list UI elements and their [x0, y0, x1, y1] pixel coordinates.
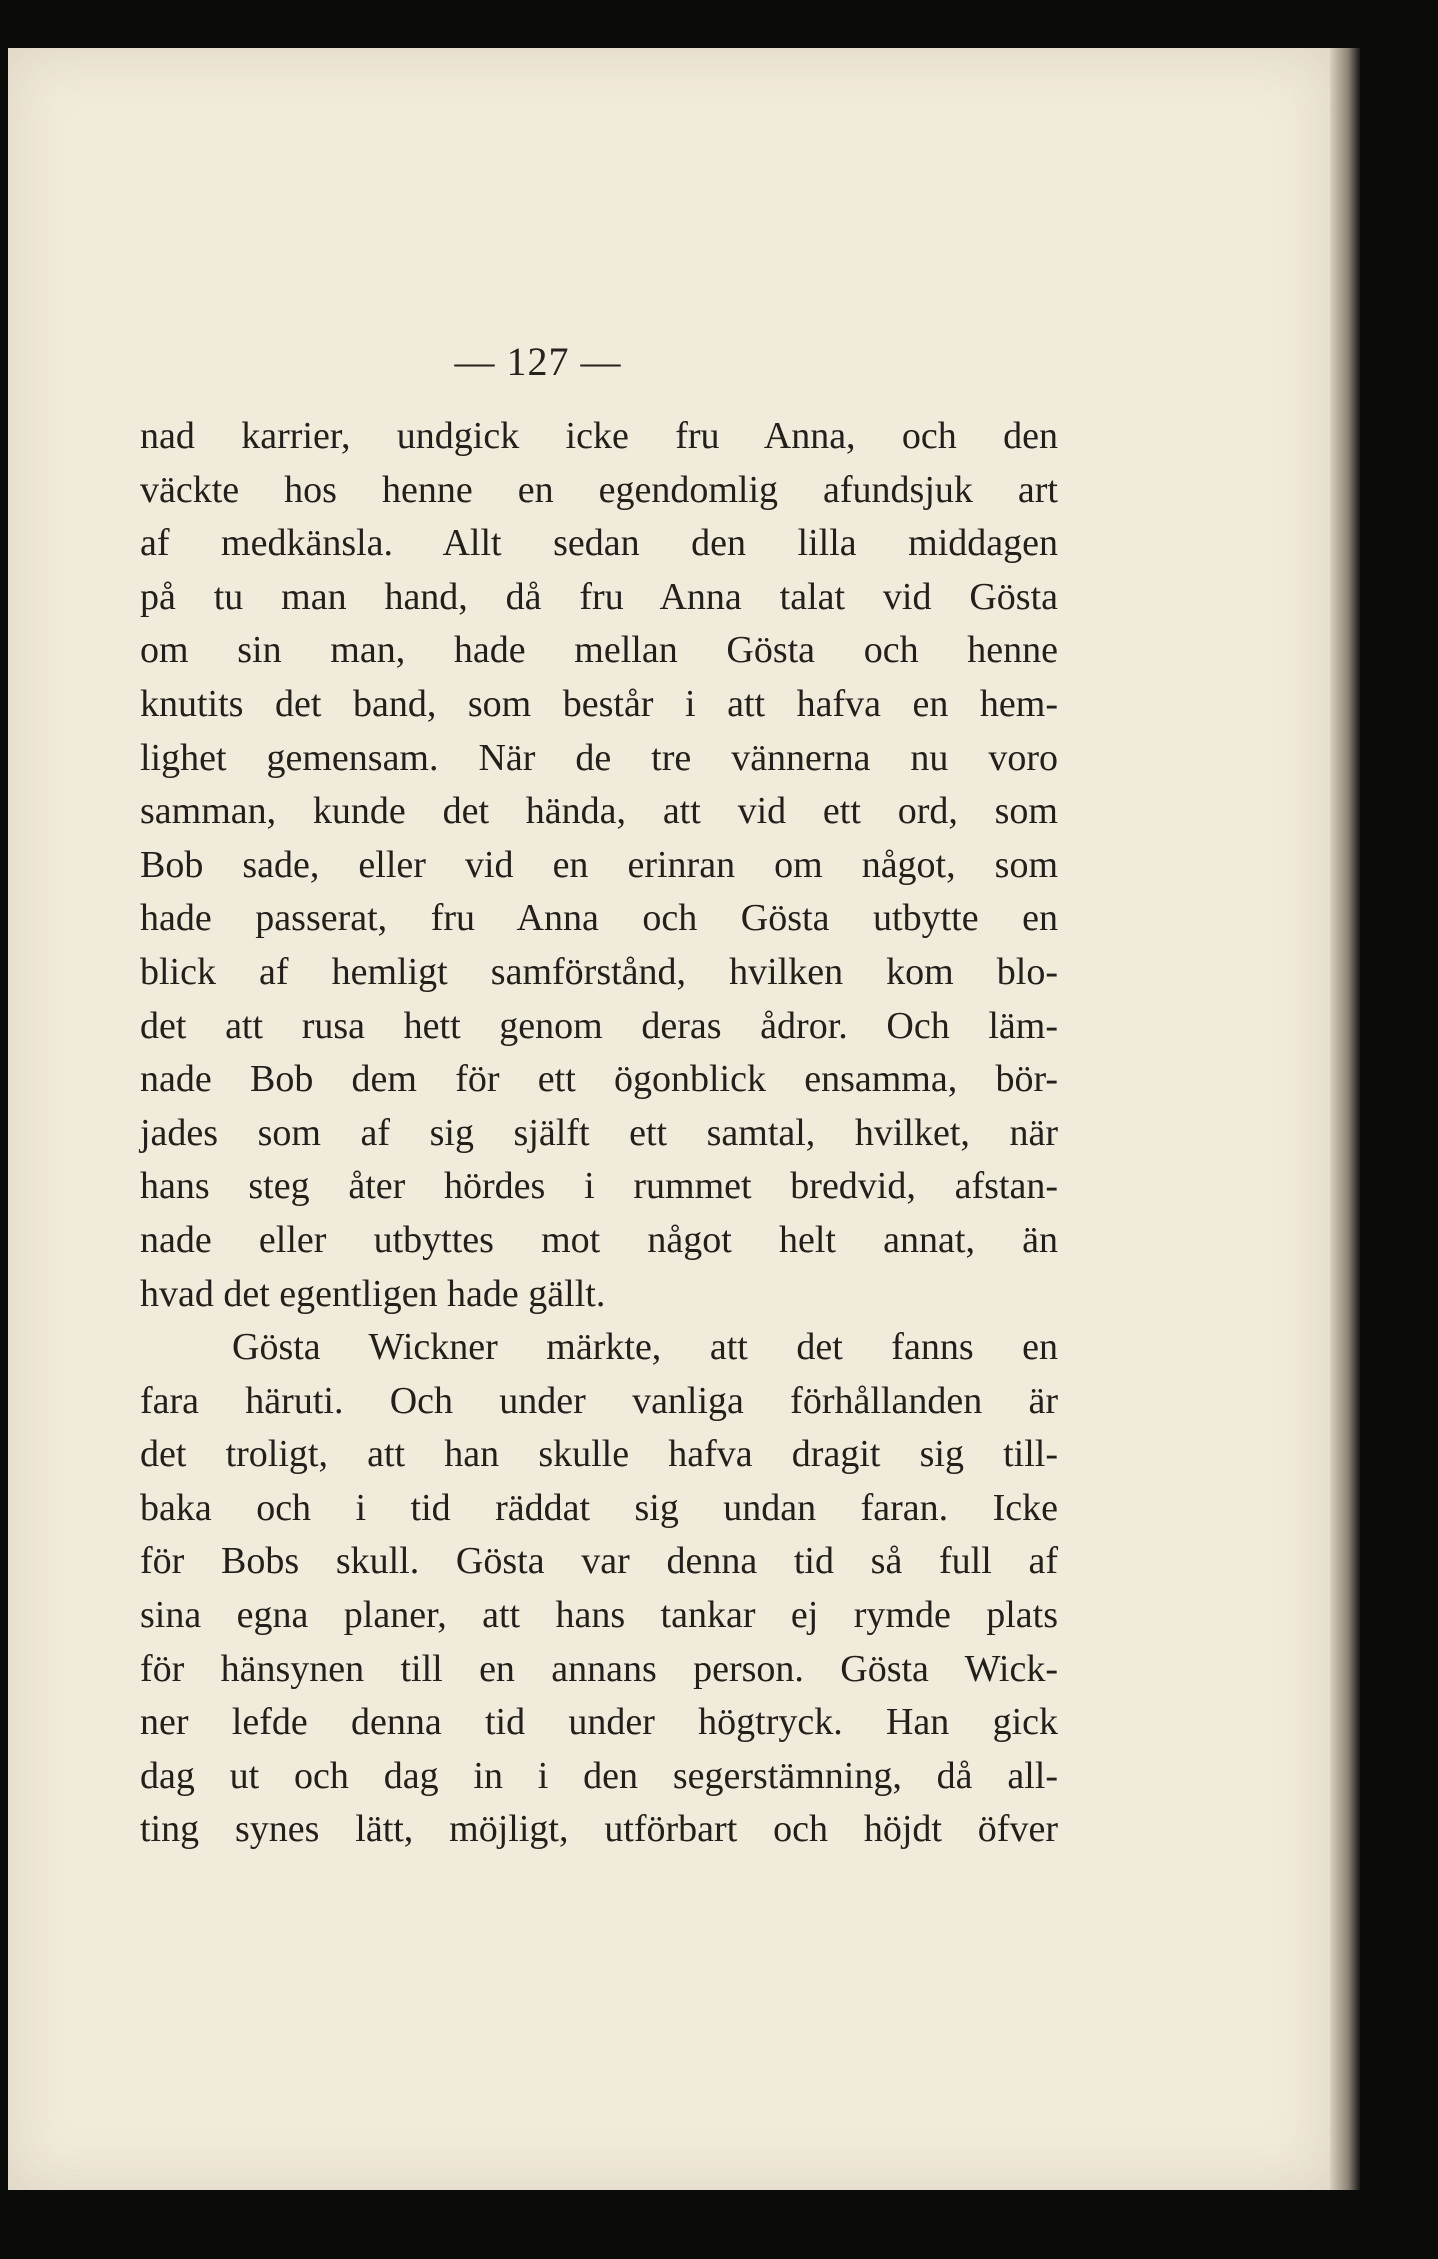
text-line: dag ut och dag in i den segerstämning, då all- [140, 1754, 1058, 1797]
text-line: det att rusa hett genom deras ådror. Och läm- [140, 1004, 1058, 1047]
text-line: Gösta Wickner märkte, att det fanns en [232, 1326, 1058, 1369]
text-line: hade passerat, fru Anna och Gösta utbytte en [140, 897, 1058, 940]
text-line: nade eller utbyttes mot något helt annat, än [140, 1218, 1058, 1261]
text-line: hvad det egentligen hade gällt. [140, 1272, 606, 1315]
text-line: knutits det band, som består i att hafva en hem- [140, 682, 1058, 725]
text-line: för hänsynen till en annans person. Gösta Wick- [140, 1647, 1058, 1690]
text-line: sina egna planer, att hans tankar ej rymde plats [140, 1594, 1058, 1637]
text-line: för Bobs skull. Gösta var denna tid så full af [140, 1540, 1058, 1583]
body-text [140, 410, 1058, 1857]
text-line: nad karrier, undgick icke fru Anna, och den [140, 415, 1058, 457]
text-line: väckte hos henne en egendomlig afundsjuk art [140, 468, 1058, 511]
text-line: af medkänsla. Allt sedan den lilla middagen [140, 522, 1058, 565]
text-line: det troligt, att han skulle hafva dragit sig till- [140, 1433, 1058, 1476]
text-line: Bob sade, eller vid en erinran om något, som [140, 843, 1058, 886]
text-line: hans steg åter hördes i rummet bredvid, afstan- [140, 1165, 1058, 1208]
book-page [8, 48, 1330, 2190]
text-line: fara häruti. Och under vanliga förhållanden är [140, 1379, 1058, 1422]
text-line: jades som af sig själft ett samtal, hvilket, när [140, 1111, 1058, 1154]
text-line: på tu man hand, då fru Anna talat vid Gösta [140, 575, 1058, 618]
text-line: om sin man, hade mellan Gösta och henne [140, 629, 1058, 672]
text-line: baka och i tid räddat sig undan faran. Icke [140, 1486, 1058, 1529]
text-line: nade Bob dem för ett ögonblick ensamma, bör- [140, 1058, 1058, 1101]
text-line: lighet gemensam. När de tre vännerna nu voro [140, 736, 1058, 779]
page-number-header: — 127 — [454, 339, 622, 384]
text-line: ner lefde denna tid under högtryck. Han gick [140, 1701, 1058, 1744]
text-line: blick af hemligt samförstånd, hvilken kom blo- [140, 950, 1058, 993]
text-line: samman, kunde det hända, att vid ett ord, som [140, 790, 1058, 833]
page-edge-shadow [1330, 48, 1360, 2190]
text-line: ting synes lätt, möjligt, utförbart och höjdt öfver [140, 1808, 1058, 1851]
